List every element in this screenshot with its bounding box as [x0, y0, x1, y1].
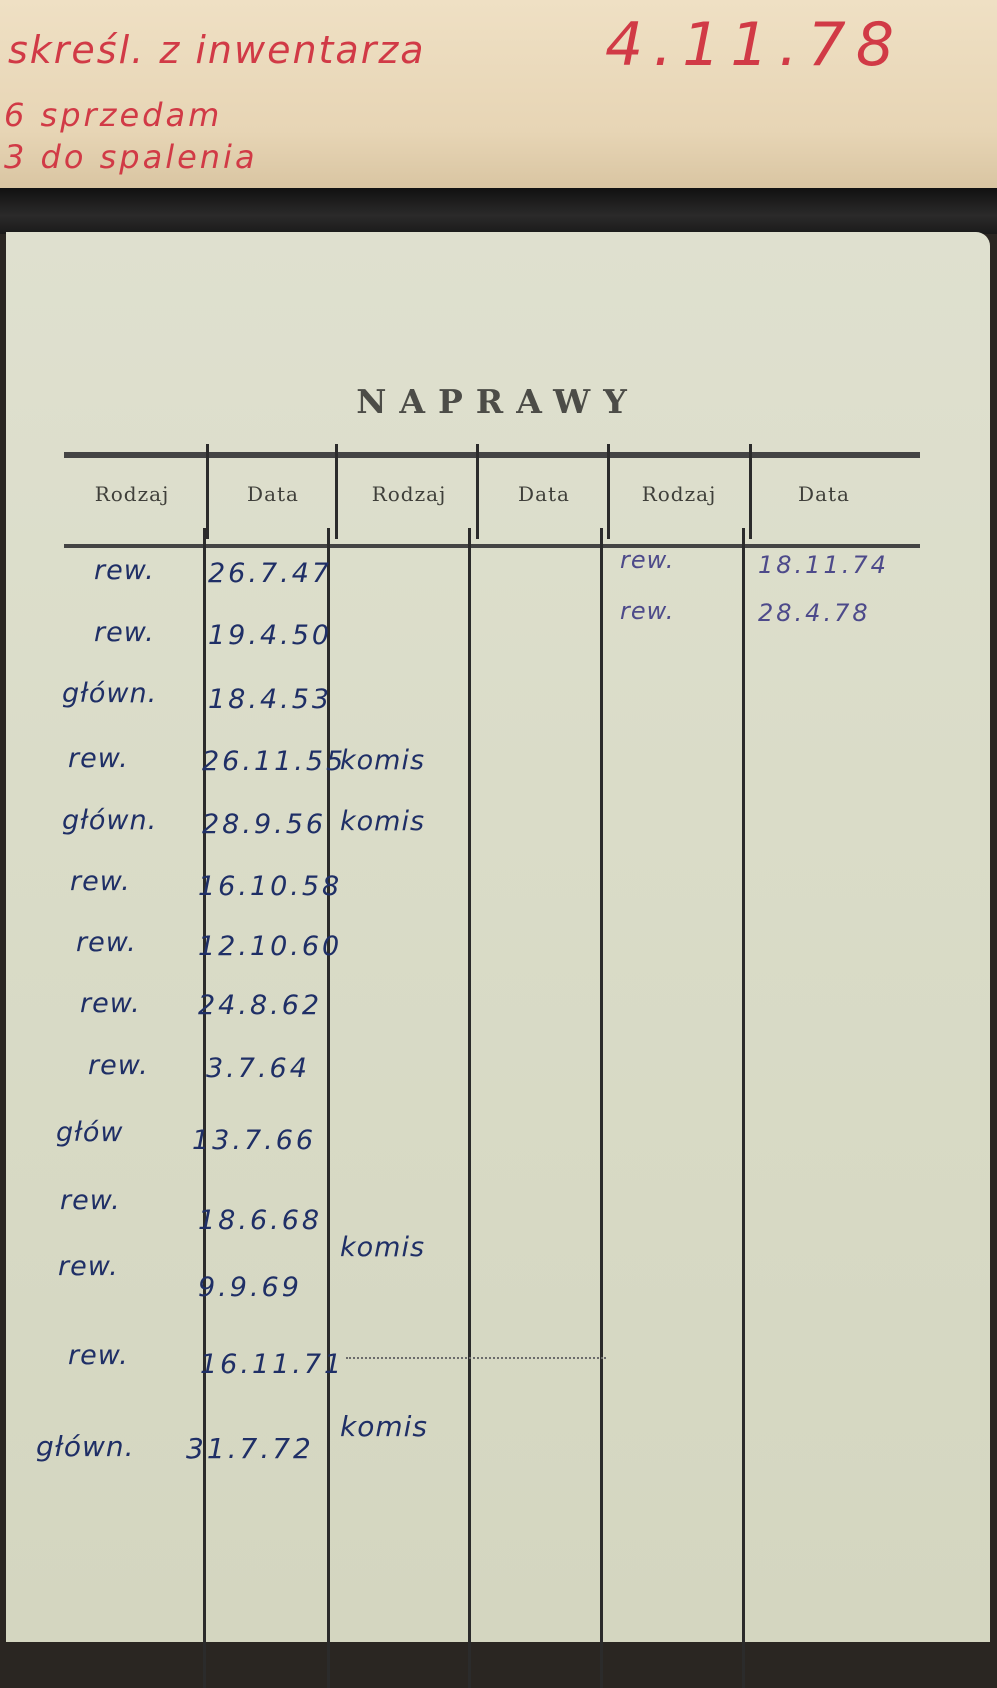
entry-kind: rew. — [68, 1340, 129, 1371]
header-data-1: Data — [247, 482, 299, 506]
binder-edge — [0, 188, 997, 234]
header-data-2: Data — [518, 482, 570, 506]
entry-date: 13.7.66 — [192, 1125, 317, 1156]
entry-kind: rew. — [88, 1050, 149, 1081]
entry-date: 26.11.55 — [202, 746, 347, 777]
entry-note: komis — [340, 806, 426, 837]
header-divider-3 — [476, 444, 479, 539]
entry-note: komis — [340, 745, 426, 776]
dotted-line — [346, 1357, 606, 1359]
entry-date: 24.8.62 — [198, 990, 323, 1021]
entry-date: 18.6.68 — [198, 1205, 323, 1236]
header-rodzaj-1: Rodzaj — [94, 482, 170, 506]
entry-note: komis — [340, 1232, 426, 1263]
entry-date: 9.9.69 — [198, 1272, 302, 1303]
note-burned: 3 do spalenia — [4, 138, 258, 176]
entry-kind: rew. — [68, 743, 129, 774]
entry-kind: główn. — [62, 678, 158, 709]
note-sold: 6 sprzedam — [4, 96, 223, 134]
column-divider-4 — [600, 528, 603, 1688]
entry-kind: rew. — [70, 866, 131, 897]
entry-kind: rew. — [76, 927, 137, 958]
entry-kind: rew. — [94, 555, 155, 586]
header-divider-4 — [607, 444, 610, 539]
entry-kind: głów — [56, 1117, 124, 1148]
note-removed-from-inventory: skreśl. z inwentarza — [8, 28, 426, 72]
header-data-3: Data — [798, 482, 850, 506]
entry-kind: główn. — [62, 805, 158, 836]
header-divider-1 — [206, 444, 209, 539]
header-rodzaj-2: Rodzaj — [371, 482, 447, 506]
entry-kind: rew. — [620, 597, 675, 625]
card-title: NAPRAWY — [356, 382, 640, 421]
bottom-entry-note: komis — [340, 1410, 428, 1443]
repair-record-card — [6, 232, 990, 1642]
entry-kind: rew. — [60, 1185, 121, 1216]
note-date: 4.11.78 — [605, 10, 905, 80]
entry-kind: rew. — [80, 988, 141, 1019]
header-divider-5 — [749, 444, 752, 539]
entry-date: 18.11.74 — [758, 551, 889, 579]
bottom-entry-kind: główn. — [36, 1430, 135, 1463]
entry-date: 28.4.78 — [758, 599, 871, 627]
entry-date: 19.4.50 — [208, 620, 333, 651]
entry-date: 26.7.47 — [208, 558, 333, 589]
entry-date: 18.4.53 — [208, 684, 333, 715]
entry-date: 3.7.64 — [206, 1053, 310, 1084]
entry-kind: rew. — [620, 546, 675, 574]
top-note-strip — [0, 0, 997, 188]
column-divider-5 — [742, 528, 745, 1688]
entry-date: 12.10.60 — [198, 931, 343, 962]
entry-kind: rew. — [58, 1251, 119, 1282]
table-header-rule — [64, 544, 920, 548]
header-rodzaj-3: Rodzaj — [641, 482, 717, 506]
header-divider-2 — [335, 444, 338, 539]
entry-date: 16.11.71 — [200, 1349, 345, 1380]
column-divider-3 — [468, 528, 471, 1688]
entry-kind: rew. — [94, 617, 155, 648]
entry-date: 16.10.58 — [198, 871, 343, 902]
bottom-entry-date: 31.7.72 — [186, 1432, 314, 1465]
table-top-rule — [64, 452, 920, 458]
entry-date: 28.9.56 — [202, 809, 327, 840]
column-divider-1 — [203, 528, 206, 1688]
